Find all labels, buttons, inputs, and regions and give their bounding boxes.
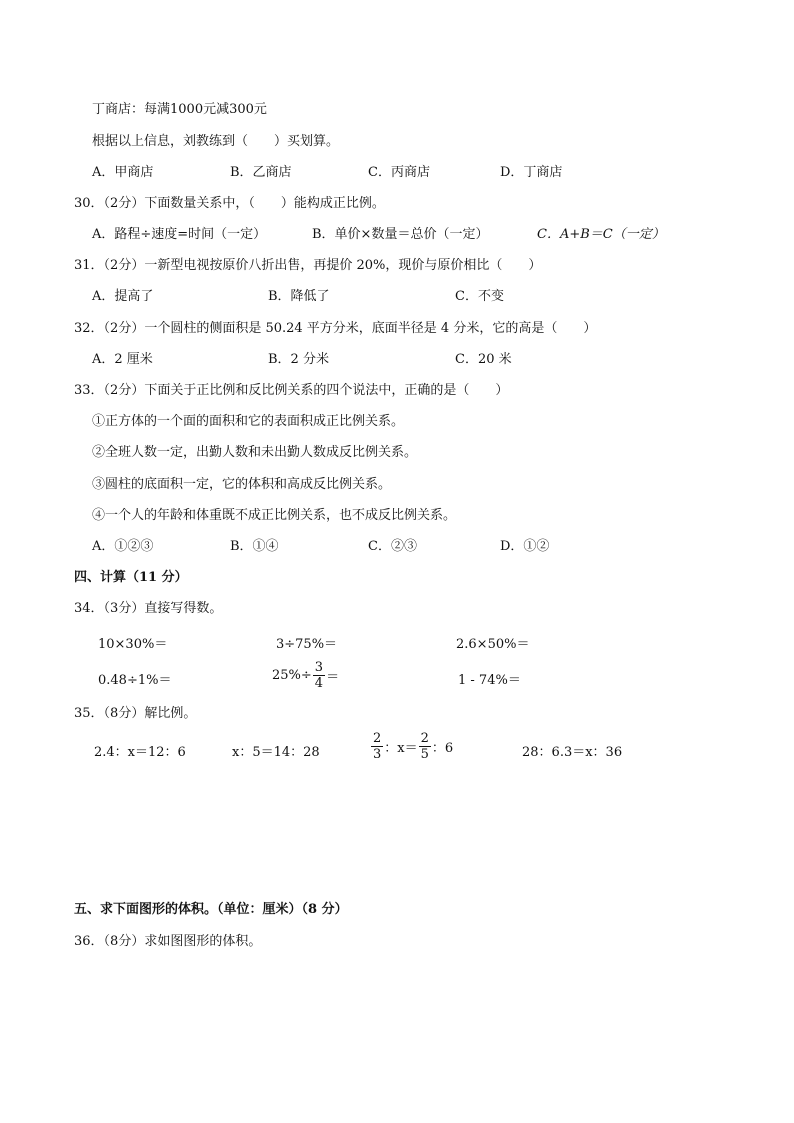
q35-item-4: 28：6.3＝x：36 [522, 745, 623, 760]
q29-option-a: A．甲商店 [92, 165, 154, 180]
shop-d-line: 丁商店：每满1000元减300元 [92, 102, 267, 117]
q31-stem: 31．（2分）一新型电视按原价八折出售，再提价 20%，现价与原价相比（ ） [74, 258, 542, 273]
q33-stem: 33．（2分）下面关于正比例和反比例关系的四个说法中，正确的是（ ） [74, 383, 509, 398]
q32-option-b: B．2 分米 [268, 352, 329, 367]
q34-item-2: 3÷75%＝ [276, 637, 338, 652]
q30-option-c: C．A+B＝C（一定） [537, 227, 665, 242]
q33-statement-1: ①正方体的一个面的面积和它的表面积成正比例关系。 [92, 414, 405, 429]
q36-stem: 36．（8分）求如图图形的体积。 [74, 934, 262, 949]
section-4-heading: 四、计算（11 分） [74, 570, 188, 585]
q33-option-d: D．①② [500, 539, 550, 554]
q33-option-b: B．①④ [230, 539, 279, 554]
q31-option-a: A．提高了 [92, 289, 154, 304]
q29-option-b: B．乙商店 [230, 165, 292, 180]
q34-item-3: 2.6×50%＝ [456, 637, 530, 652]
q34-item-4: 0.48÷1%＝ [98, 673, 172, 688]
q34-item-5-equals: ＝ [326, 670, 340, 685]
q32-stem: 32．（2分）一个圆柱的侧面积是 50.24 平方分米，底面半径是 4 分米，它的高是（ ） [74, 321, 597, 336]
q35-item-1: 2.4：x＝12：6 [94, 745, 186, 760]
q29-option-d: D．丁商店 [500, 165, 563, 180]
q33-statement-2: ②全班人数一定，出勤人数和未出勤人数成反比例关系。 [92, 445, 418, 460]
q34-item-5-fraction: $\frac{3}{4}$ [314, 660, 324, 691]
q30-option-b: B．单价×数量＝总价（一定） [312, 227, 489, 242]
section-5-heading: 五、求下面图形的体积。（单位：厘米）（8 分） [74, 902, 348, 917]
q35-item-2: x：5＝14：28 [232, 745, 320, 760]
q35-item-3 [370, 731, 453, 762]
q34-stem: 34．（3分）直接写得数。 [74, 601, 223, 616]
q33-statement-3: ③圆柱的底面积一定，它的体积和高成反比例关系。 [92, 477, 392, 492]
q35-stem: 35．（8分）解比例。 [74, 706, 197, 721]
q31-option-b: B．降低了 [268, 289, 330, 304]
q32-option-a: A．2 厘米 [92, 352, 153, 367]
q32-option-c: C．20 米 [455, 352, 512, 367]
q31-option-c: C．不变 [455, 289, 504, 304]
q35-item-3-middle: ：x＝ [384, 741, 418, 756]
q35-item-3-fraction-2: $\frac{2}{5}$ [420, 731, 429, 762]
q34-item-5 [272, 660, 339, 691]
q34-item-1: 10×30%＝ [98, 637, 168, 652]
q35-item-3-fraction-1: $\frac{2}{3}$ [373, 731, 382, 762]
q34-item-6: 1 - 74%＝ [458, 673, 521, 688]
q33-option-c: C．②③ [368, 539, 417, 554]
q30-stem: 30．（2分）下面数量关系中，（ ）能构成正比例。 [74, 196, 385, 211]
q33-option-a: A．①②③ [92, 539, 154, 554]
q33-statement-4: ④一个人的年龄和体重既不成正比例关系，也不成反比例关系。 [92, 508, 457, 523]
q34-item-5-prefix: 25%÷ [272, 668, 312, 683]
q29-option-c: C．丙商店 [368, 165, 430, 180]
q35-item-3-suffix: ：6 [431, 741, 454, 756]
q30-option-a: A．路程÷速度=时间（一定） [92, 227, 267, 242]
q29-stem: 根据以上信息，刘教练到（ ）买划算。 [92, 134, 340, 149]
